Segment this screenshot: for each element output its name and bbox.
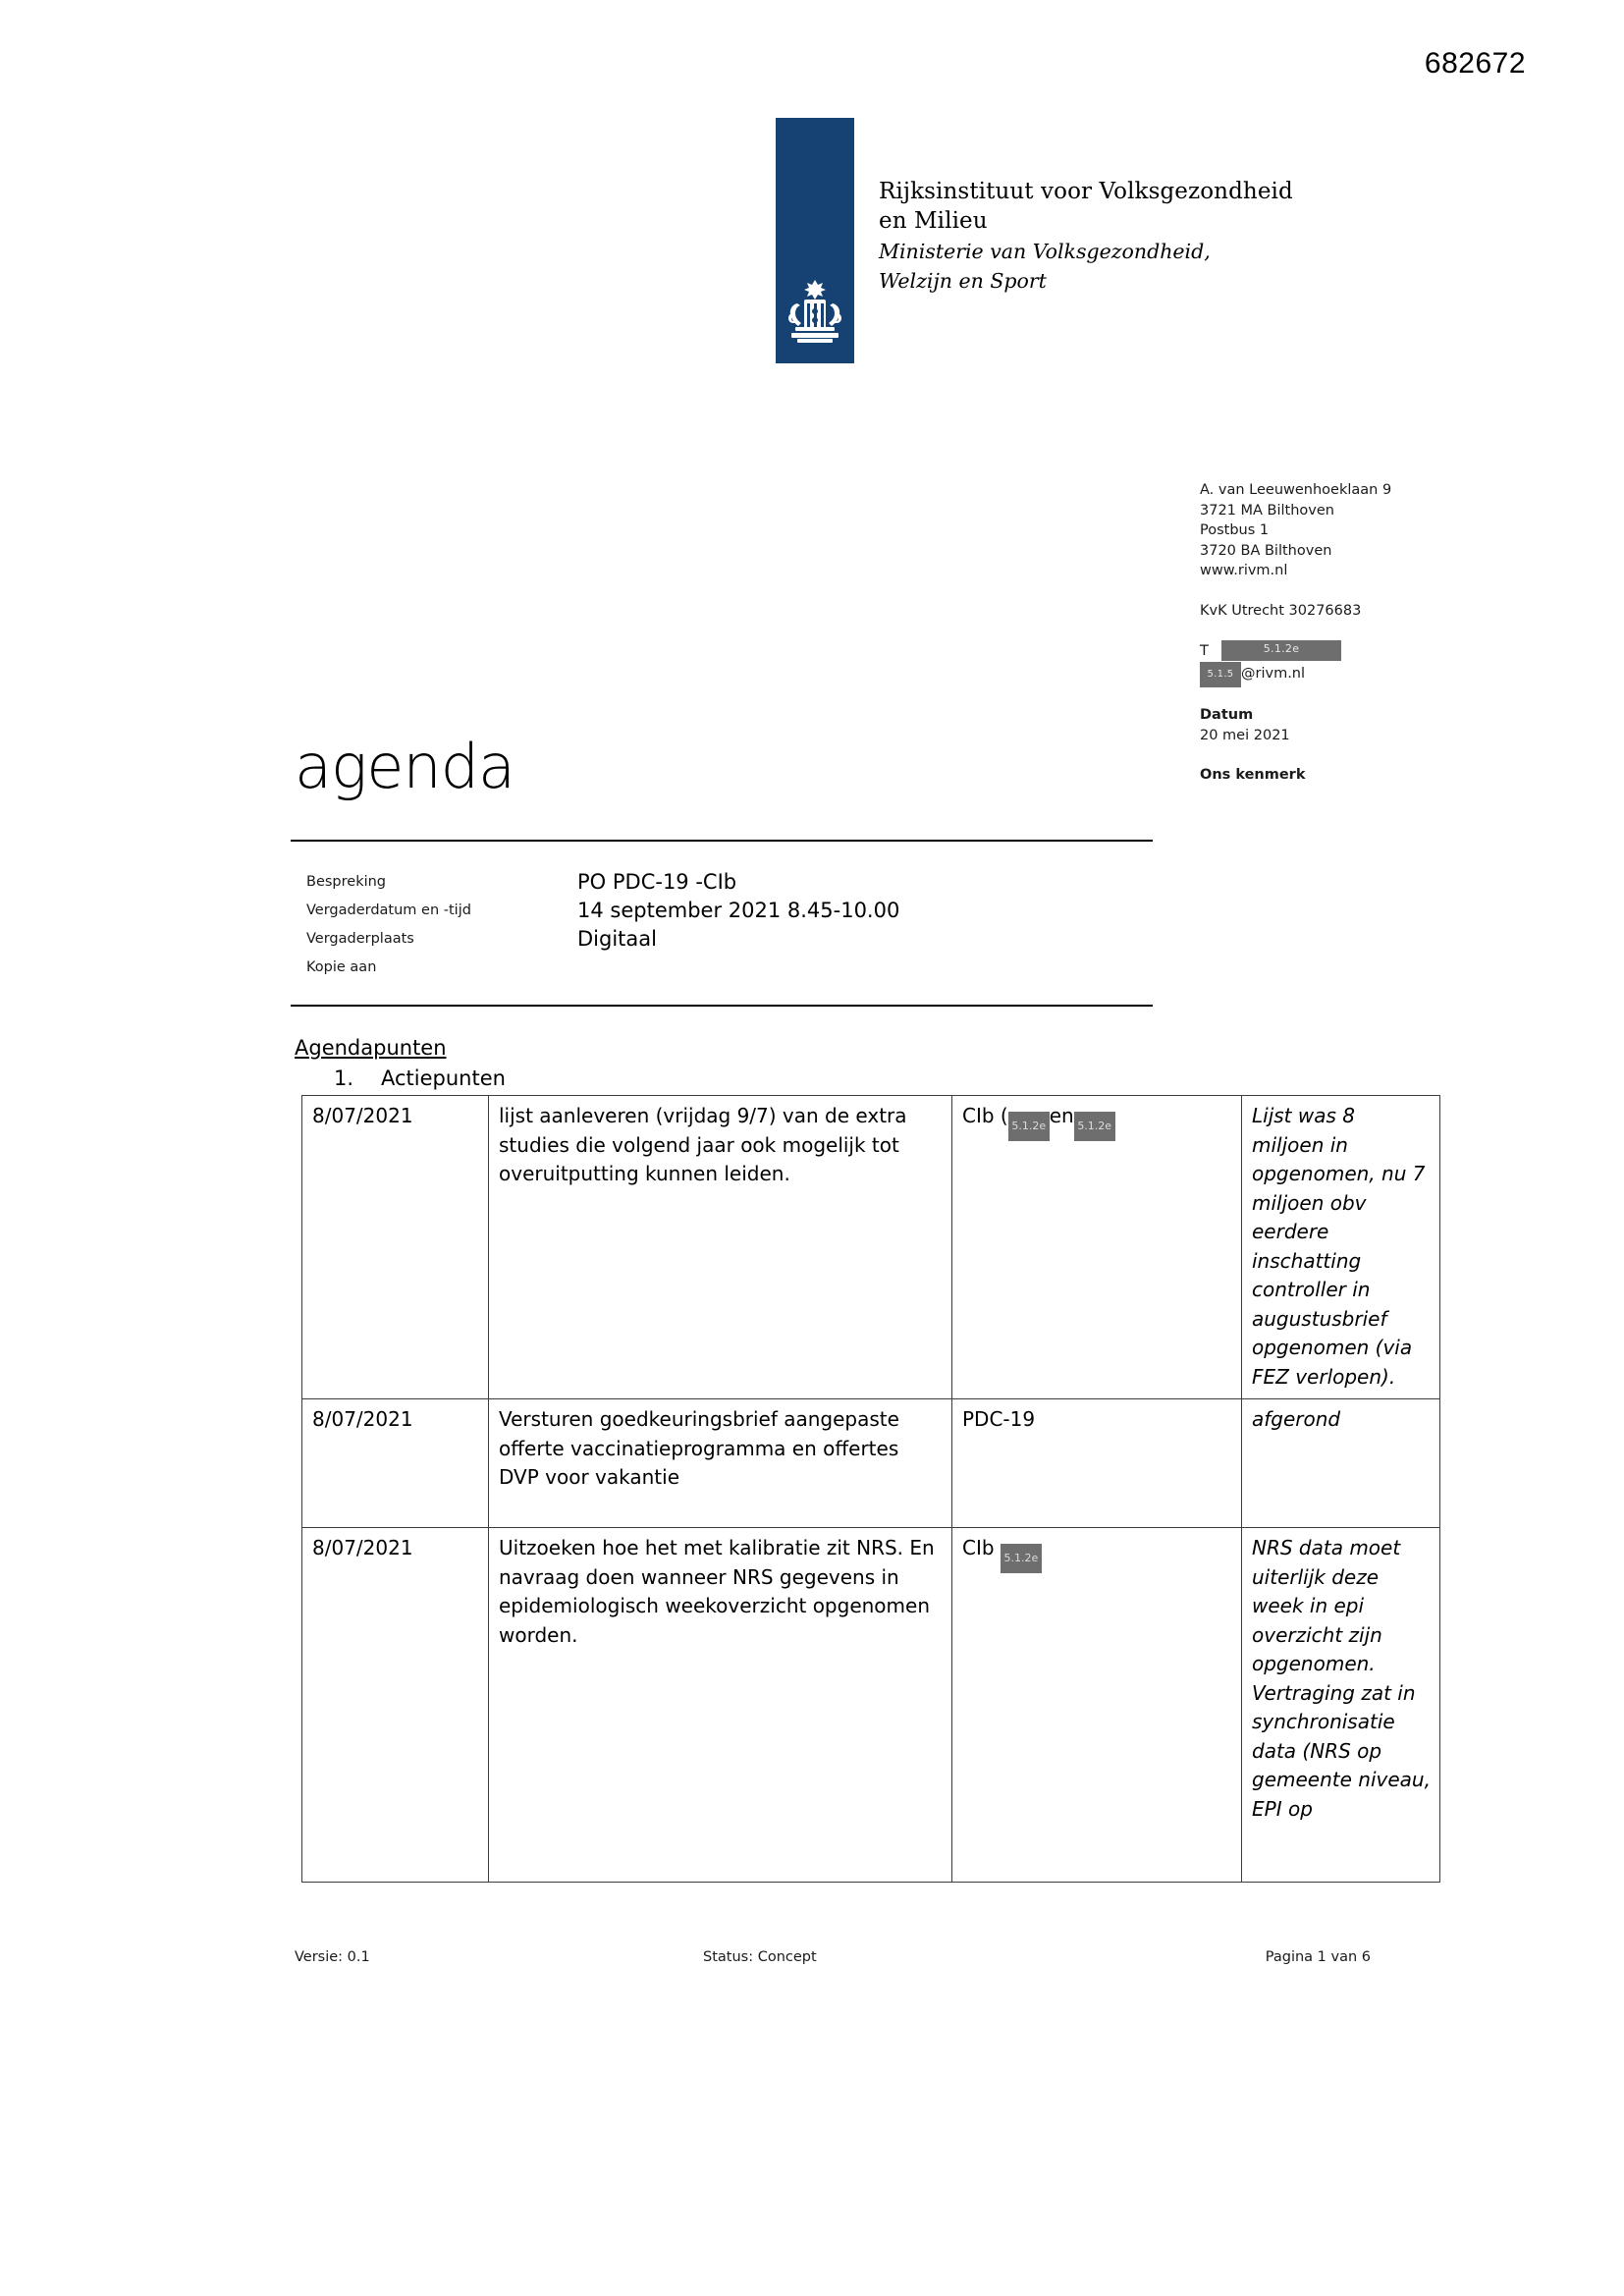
website-url: www.rivm.nl: [1200, 563, 1288, 578]
owner-prefix: CIb: [962, 1536, 1001, 1559]
footer-version: Versie: 0.1: [295, 1949, 370, 1965]
document-number: 682672: [1424, 47, 1526, 80]
meeting-label-kopie-aan: Kopie aan: [306, 959, 377, 975]
action-points-table: [301, 1095, 1440, 1883]
logo-line-4: Welzijn en Sport: [879, 269, 1047, 293]
address-line-4: 3720 BA Bilthoven: [1200, 542, 1332, 559]
kvk-line: KvK Utrecht 30276683: [1200, 602, 1362, 619]
address-meta-block: [1200, 480, 1514, 805]
address-line-2: 3721 MA Bilthoven: [1200, 502, 1334, 519]
phone-label: T: [1200, 643, 1209, 659]
owner-content: [962, 1104, 1115, 1132]
meeting-value-bespreking: PO PDC-19 -CIb: [577, 870, 737, 894]
address-line-1: A. van Leeuwenhoeklaan 9: [1200, 482, 1392, 498]
logo-line-2: en Milieu: [879, 208, 988, 234]
netherlands-coat-of-arms-icon: [784, 278, 846, 349]
meeting-row: [295, 927, 1159, 956]
meeting-value-plaats: Digitaal: [577, 927, 657, 951]
logo-line-3: Ministerie van Volksgezondheid,: [879, 240, 1211, 263]
logo-text-block: [879, 177, 1311, 295]
cell-status: NRS data moet uiterlijk deze week in epi overzicht zijn opgenomen. Vertraging zat in synchronisatie data (NRS op gemeente niveau, EPI op: [1242, 1528, 1440, 1883]
divider-top: [291, 840, 1153, 842]
kenmerk-label: Ons kenmerk: [1200, 767, 1306, 783]
meeting-label-datum-tijd: Vergaderdatum en -tijd: [306, 902, 471, 918]
owner-redaction-box-1: 5.1.2e: [1001, 1544, 1042, 1573]
email-redaction-box: 5.1.5: [1200, 662, 1241, 687]
cell-date: 8/07/2021: [302, 1096, 489, 1399]
contact-group: [1200, 640, 1514, 685]
datum-label: Datum: [1200, 707, 1254, 723]
cell-description: Uitzoeken hoe het met kalibratie zit NRS. En navraag doen wanneer NRS gegevens in epidemiologisch weekoverzicht opgenomen worden.: [489, 1528, 952, 1883]
address-line-3: Postbus 1: [1200, 522, 1270, 538]
divider-bottom: [291, 1005, 1153, 1007]
owner-redaction-box-1: 5.1.2e: [1008, 1112, 1050, 1141]
cell-status: afgerond: [1242, 1399, 1440, 1528]
cell-description: Versturen goedkeuringsbrief aangepaste offerte vaccinatieprogramma en offertes DVP voor vakantie: [489, 1399, 952, 1528]
agenda-item-label: Actiepunten: [381, 1066, 506, 1090]
agenda-item-actiepunten: [334, 1066, 506, 1090]
meeting-value-datum-tijd: 14 september 2021 8.45-10.00: [577, 899, 900, 922]
logo-line-1: Rijksinstituut voor Volksgezondheid: [879, 179, 1293, 204]
cell-description: lijst aanleveren (vrijdag 9/7) van de extra studies die volgend jaar ook mogelijk tot overuitputting kunnen leiden.: [489, 1096, 952, 1399]
meeting-label-plaats: Vergaderplaats: [306, 931, 414, 947]
email-domain: @rivm.nl: [1241, 666, 1306, 682]
meeting-label-bespreking: Bespreking: [306, 874, 387, 890]
cell-status: Lijst was 8 miljoen in opgenomen, nu 7 miljoen obv eerdere inschatting controller in augustusbrief opgenomen (via FEZ verlopen).: [1242, 1096, 1440, 1399]
owner-content: [962, 1536, 1042, 1564]
agenda-item-number: 1.: [334, 1066, 354, 1090]
owner-middle: en: [1049, 1104, 1074, 1127]
cell-owner: PDC-19: [952, 1399, 1242, 1528]
datum-value: 20 mei 2021: [1200, 727, 1290, 743]
cell-date: 8/07/2021: [302, 1528, 489, 1883]
email-line: [1200, 662, 1514, 685]
cell-owner: [952, 1096, 1242, 1399]
phone-redaction-box: 5.1.2e: [1221, 640, 1341, 661]
table-row: [302, 1096, 1440, 1399]
address-group: [1200, 480, 1514, 581]
footer-page: Pagina 1 van 6: [1265, 1949, 1371, 1965]
table-row: [302, 1399, 1440, 1528]
meeting-row: [295, 899, 1159, 927]
kenmerk-group: [1200, 765, 1514, 786]
table-row: [302, 1528, 1440, 1883]
cell-date: 8/07/2021: [302, 1399, 489, 1528]
page-title: agenda: [295, 731, 514, 802]
phone-line: [1200, 640, 1514, 662]
meeting-info-block: [295, 870, 1159, 984]
rivm-logo: [776, 118, 1326, 393]
agendapunten-heading: Agendapunten: [295, 1036, 447, 1060]
meeting-row: [295, 870, 1159, 899]
cell-owner: [952, 1528, 1242, 1883]
owner-prefix: CIb (: [962, 1104, 1008, 1127]
footer-status: Status: Concept: [703, 1949, 817, 1965]
meeting-row: [295, 956, 1159, 984]
owner-redaction-box-2: 5.1.2e: [1074, 1112, 1115, 1141]
datum-group: [1200, 705, 1514, 745]
